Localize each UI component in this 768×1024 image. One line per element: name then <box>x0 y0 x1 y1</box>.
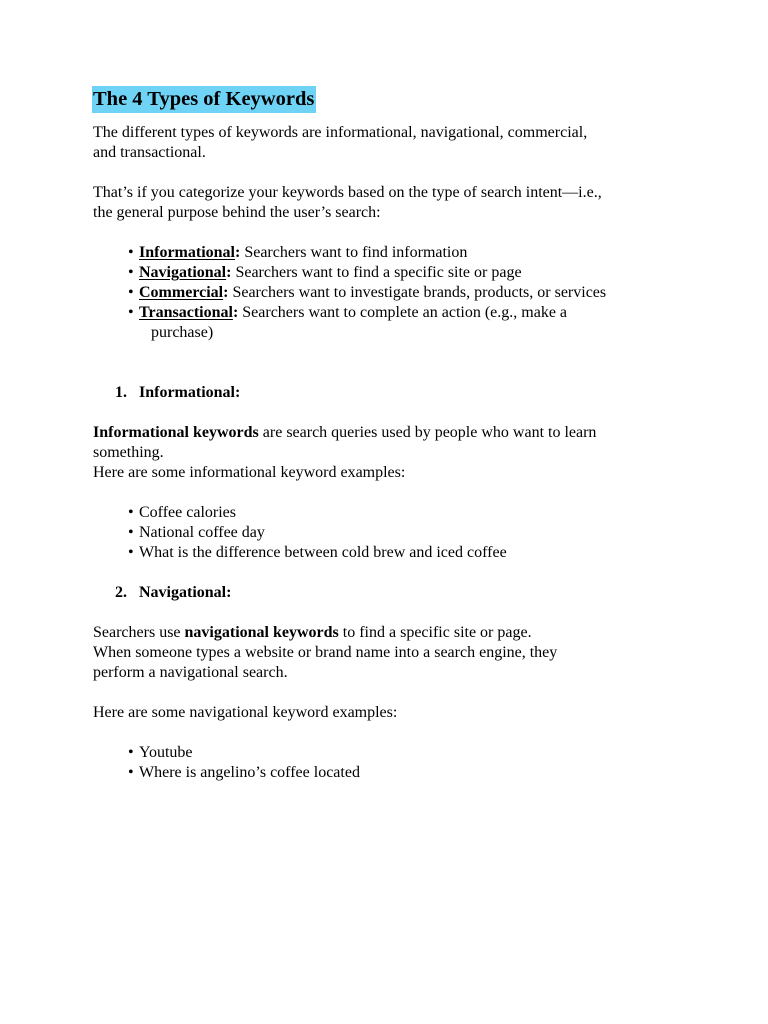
type-desc: Searchers want to investigate brands, products, or services <box>228 284 607 301</box>
intro-line: That’s if you categorize your keywords based on the type of search intent—i.e., <box>93 184 602 201</box>
bullet-icon: • <box>128 544 134 561</box>
section-heading-navigational <box>93 583 693 603</box>
navigational-examples-list <box>93 743 693 783</box>
list-item <box>125 523 693 543</box>
section-heading-text: Navigational: <box>139 584 232 601</box>
type-term: Transactional <box>139 304 233 321</box>
type-colon: : <box>232 304 239 321</box>
example-text: Where is angelino’s coffee located <box>139 764 360 781</box>
bullet-icon: • <box>128 504 134 521</box>
paragraph-text: perform a navigational search. <box>93 664 288 681</box>
intro-line: The different types of keywords are informational, navigational, commercial, <box>93 124 588 141</box>
bullet-icon: • <box>128 764 134 781</box>
navigational-paragraph <box>93 623 693 683</box>
list-item <box>125 263 693 283</box>
keyword-types-list <box>93 243 693 343</box>
section-number: 1. <box>115 384 127 401</box>
paragraph-text: are search queries used by people who want to learn <box>258 424 597 441</box>
navigational-examples-intro: Here are some navigational keyword examples: <box>93 704 398 721</box>
bullet-icon: • <box>128 524 134 541</box>
bullet-icon: • <box>128 304 134 321</box>
informational-paragraph <box>93 423 693 483</box>
type-desc: Searchers want to complete an action (e.g., make a <box>238 304 568 321</box>
example-text: National coffee day <box>139 524 265 541</box>
bullet-icon: • <box>128 244 134 261</box>
type-colon: : <box>235 244 241 261</box>
intro-line: the general purpose behind the user’s search: <box>93 204 381 221</box>
paragraph-text: When someone types a website or brand name into a search engine, they <box>93 644 558 661</box>
paragraph-text: Searchers use <box>93 624 185 641</box>
list-item <box>125 243 693 263</box>
list-item <box>125 543 693 563</box>
informational-examples-list <box>93 503 693 563</box>
example-text: Coffee calories <box>139 504 236 521</box>
example-text: What is the difference between cold brew and iced coffee <box>139 544 507 561</box>
type-desc-continued: purchase) <box>151 324 214 341</box>
bullet-icon: • <box>128 284 134 301</box>
example-text: Youtube <box>139 744 193 761</box>
section-heading-text: Informational: <box>139 384 241 401</box>
intro-paragraph-2 <box>93 183 693 223</box>
section-heading-informational <box>93 383 693 403</box>
intro-paragraph-1 <box>93 123 693 163</box>
bold-term: navigational keywords <box>184 624 339 641</box>
document-page <box>93 86 693 783</box>
list-item <box>125 743 693 763</box>
bullet-icon: • <box>128 264 134 281</box>
type-term: Navigational <box>139 264 227 281</box>
bold-term: Informational keywords <box>93 424 259 441</box>
paragraph-text: something. <box>93 444 164 461</box>
intro-line: and transactional. <box>93 144 206 161</box>
list-item <box>125 303 693 343</box>
list-item <box>125 283 693 303</box>
list-item <box>125 763 693 783</box>
section-number: 2. <box>115 584 127 601</box>
page-title: The 4 Types of Keywords <box>92 86 316 113</box>
type-desc: Searchers want to find information <box>240 244 468 261</box>
bullet-icon: • <box>128 744 134 761</box>
type-colon: : <box>223 284 229 301</box>
paragraph-text: to find a specific site or page. <box>338 624 532 641</box>
list-item <box>125 503 693 523</box>
type-term: Informational <box>139 244 235 261</box>
type-colon: : <box>226 264 232 281</box>
type-desc: Searchers want to find a specific site or page <box>231 264 522 281</box>
type-term: Commercial <box>139 284 224 301</box>
paragraph-text: Here are some informational keyword examples: <box>93 464 406 481</box>
